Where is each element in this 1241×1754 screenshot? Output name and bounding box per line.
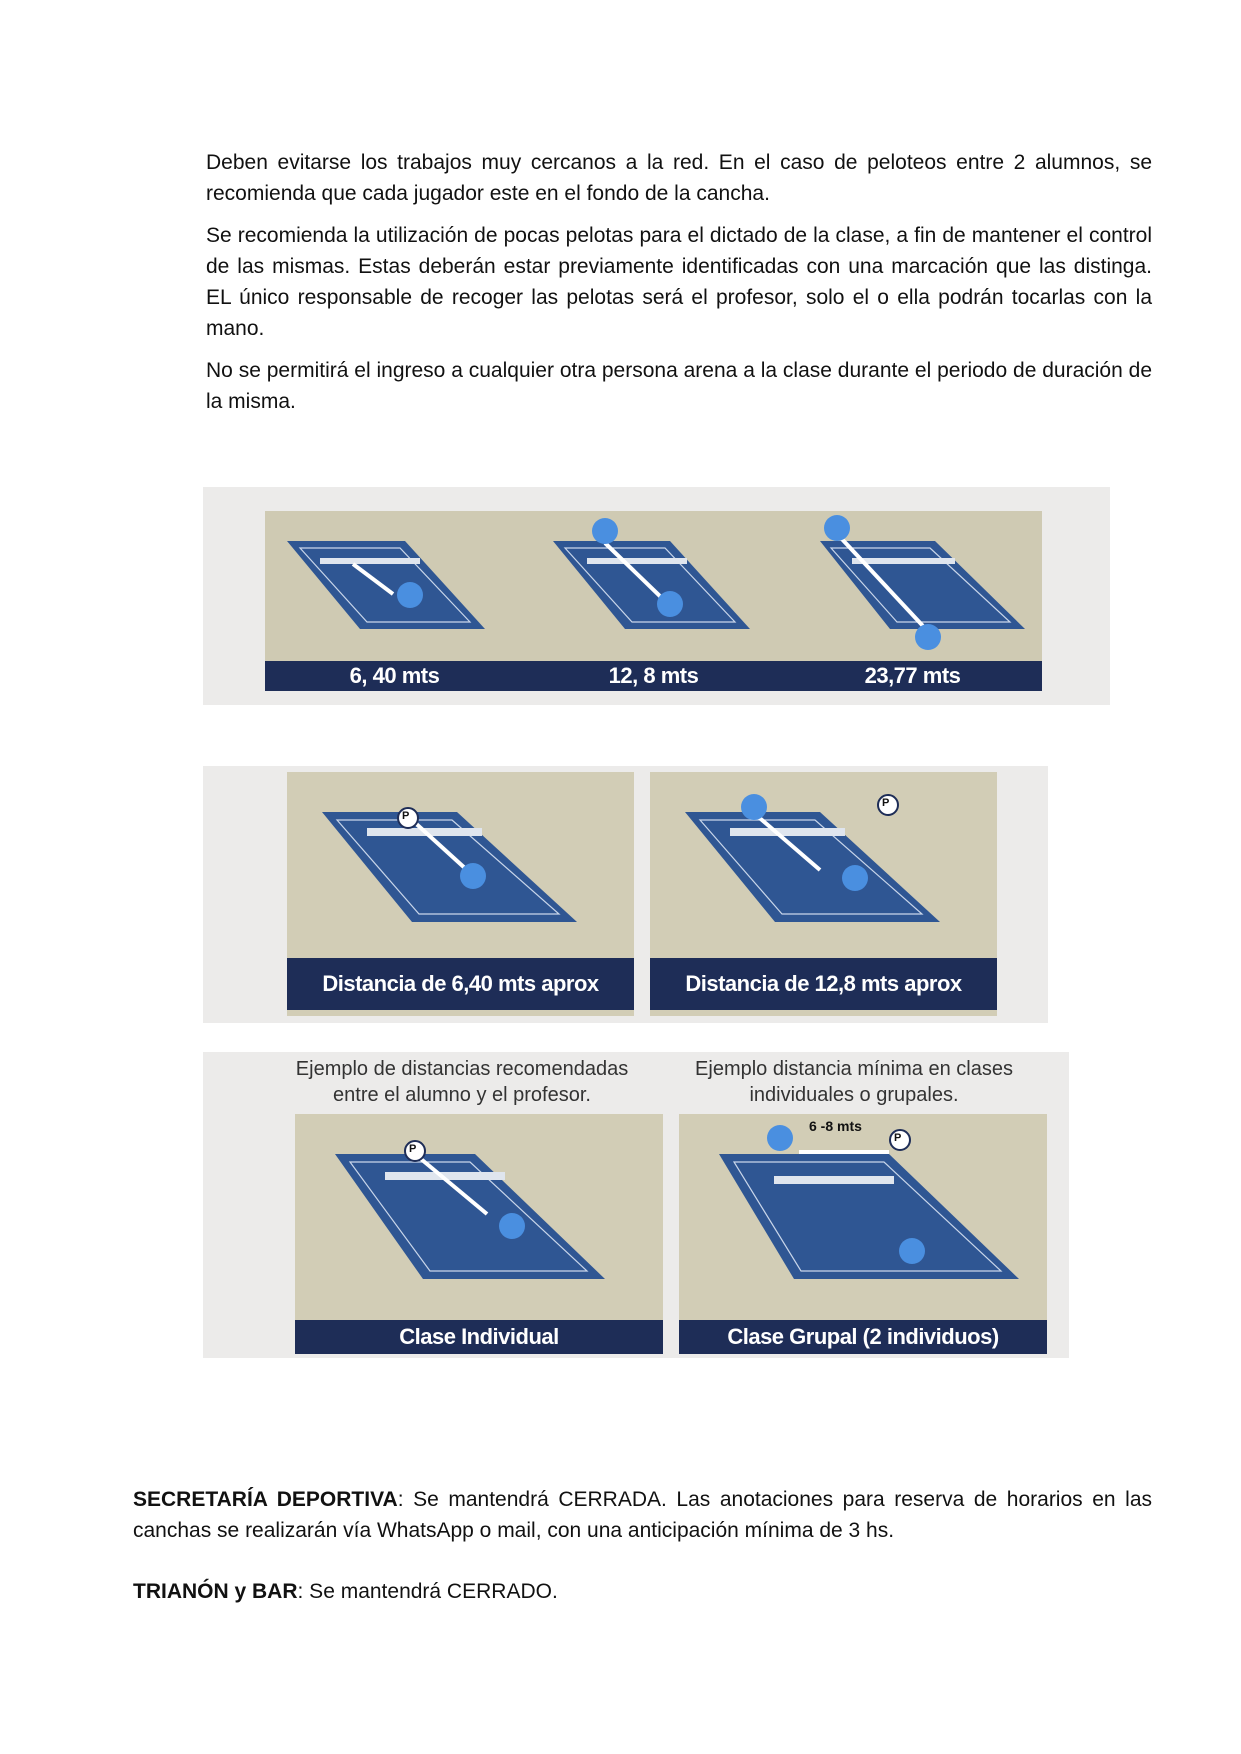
panel-individual — [295, 1114, 663, 1354]
player-marker-label: P — [894, 1132, 902, 1144]
paragraph-net-distance: Deben evitarse los trabajos muy cercanos a la red. En el caso de peloteos entre 2 alumnos, se recomienda que cada jugador este en el fondo de la cancha. — [206, 151, 1152, 205]
heading-secretaria: SECRETARÍA DEPORTIVA — [133, 1488, 398, 1511]
panel-grupal — [679, 1114, 1047, 1354]
label-640: Distancia de 6,40 mts aprox — [287, 958, 634, 1010]
caption-individual: Ejemplo de distancias recomendadas entre el alumno y el profesor. — [295, 1058, 629, 1106]
ball-icon — [842, 865, 868, 891]
ball-icon — [657, 591, 683, 617]
text-secretaria: : Se mantendrá CERRADA. Las anotaciones para reserva de horarios en las canchas se realizarán vía WhatsApp o mail, con una anticipación mínima de 3 hs. — [133, 1488, 1152, 1542]
court-3 — [820, 515, 1025, 650]
distance-label-6-8: 6 -8 mts — [809, 1118, 862, 1134]
paragraph-trianon — [133, 1576, 1152, 1607]
ball-icon — [592, 518, 618, 544]
ball-icon — [460, 863, 486, 889]
paragraph-secretaria — [133, 1484, 1152, 1546]
paragraph-access: No se permitirá el ingreso a cualquier otra persona arena a la clase durante el periodo de duración de la misma. — [206, 359, 1152, 413]
court-2 — [553, 518, 750, 629]
distance-label-3: 23,77 mts — [783, 661, 1042, 691]
ball-icon — [767, 1125, 793, 1151]
label-128: Distancia de 12,8 mts aprox — [650, 958, 997, 1010]
ball-icon — [915, 624, 941, 650]
ball-icon — [397, 582, 423, 608]
player-marker-label: P — [882, 797, 890, 809]
ball-icon — [899, 1238, 925, 1264]
player-marker-label: P — [402, 810, 410, 822]
caption-grupal: Ejemplo distancia mínima en clases individuales o grupales. — [695, 1058, 1013, 1106]
heading-trianon: TRIANÓN y BAR — [133, 1580, 298, 1603]
paragraph-balls: Se recomienda la utilización de pocas pelotas para el dictado de la clase, a fin de mantener el control de las mismas. Estas deberán estar previamente identificadas con una marcación que las distinga. EL único responsable de recoger las pelotas será el profesor, solo el o ella podrán tocarlas con la mano. — [206, 224, 1152, 340]
figure-class-examples — [203, 1052, 1069, 1358]
distance-label-2: 12, 8 mts — [524, 661, 783, 691]
player-marker-label: P — [409, 1143, 417, 1155]
figure-approx-distances — [203, 766, 1048, 1023]
ball-icon — [741, 794, 767, 820]
ball-icon — [824, 515, 850, 541]
ball-icon — [499, 1213, 525, 1239]
label-grupal: Clase Grupal (2 individuos) — [679, 1320, 1047, 1354]
court-1 — [287, 541, 485, 629]
figure-distances — [203, 487, 1110, 705]
distance-label-1: 6, 40 mts — [265, 661, 524, 691]
text-trianon: : Se mantendrá CERRADO. — [297, 1580, 558, 1603]
label-individual: Clase Individual — [295, 1320, 663, 1354]
